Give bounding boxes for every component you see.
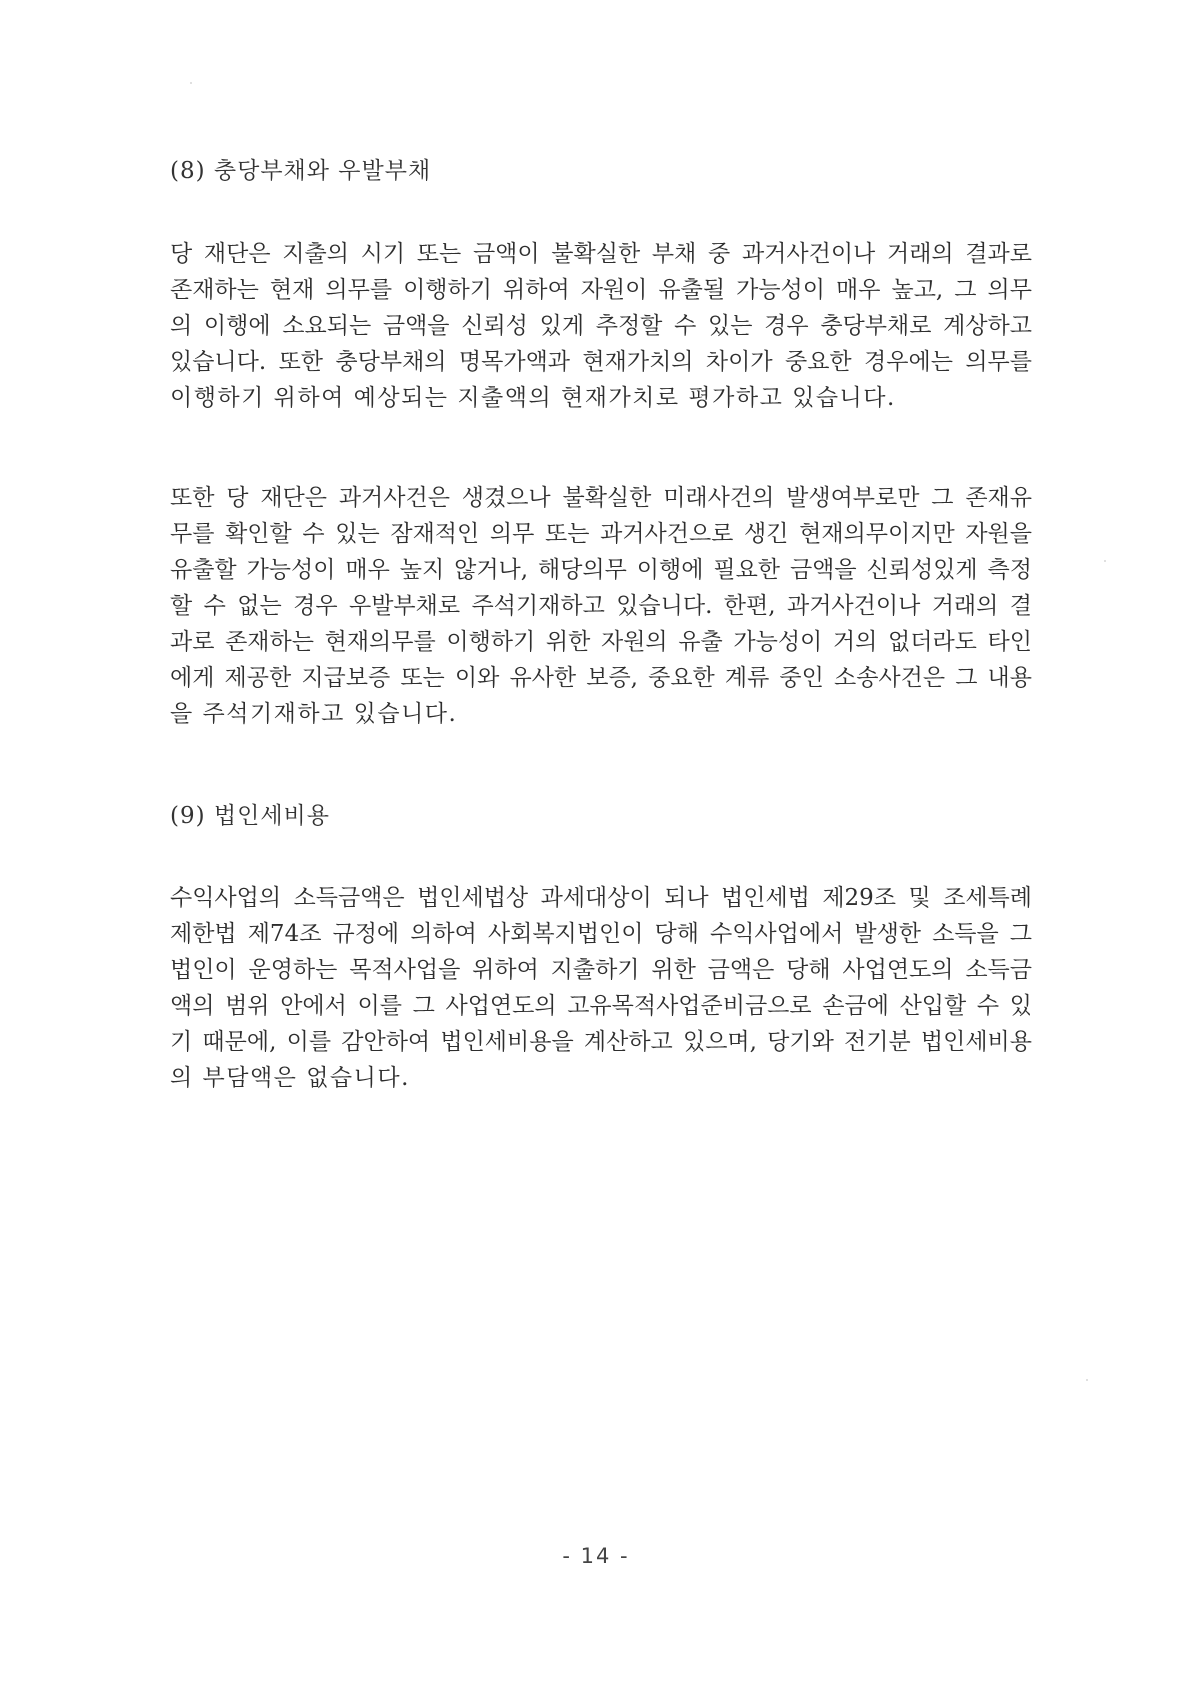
text-line: 기 때문에, 이를 감안하여 법인세비용을 계산하고 있으며, 당기와 전기분 법인세비용 <box>170 1029 1032 1055</box>
section-heading-8: (8) 충당부채와 우발부채 <box>170 158 432 184</box>
text-line: 할 수 없는 경우 우발부채로 주석기재하고 있습니다. 한편, 과거사건이나 거래의 결 <box>170 593 1032 619</box>
text-line: 에게 제공한 지급보증 또는 이와 유사한 보증, 중요한 계류 중인 소송사건은 그 내용 <box>170 665 1032 691</box>
text-line: 유출할 가능성이 매우 높지 않거나, 해당의무 이행에 필요한 금액을 신뢰성있게 측정 <box>170 557 1032 583</box>
text-line: 또한 당 재단은 과거사건은 생겼으나 불확실한 미래사건의 발생여부로만 그 존재유 <box>170 485 1032 511</box>
scan-speck <box>1086 1379 1088 1381</box>
paragraph-contingent-liabilities <box>170 480 1032 732</box>
scan-speck <box>1104 560 1106 562</box>
text-line: 과로 존재하는 현재의무를 이행하기 위한 자원의 유출 가능성이 거의 없더라도 타인 <box>170 629 1032 655</box>
text-line: 의 부담액은 없습니다. <box>170 1065 410 1091</box>
text-line: 수익사업의 소득금액은 법인세법상 과세대상이 되나 법인세법 제29조 및 조세특례 <box>170 885 1032 911</box>
text-line: 을 주석기재하고 있습니다. <box>170 701 458 727</box>
text-line: 제한법 제74조 규정에 의하여 사회복지법인이 당해 수익사업에서 발생한 소득을 그 <box>170 921 1032 947</box>
scan-speck <box>190 82 192 84</box>
text-line: 존재하는 현재 의무를 이행하기 위하여 자원이 유출될 가능성이 매우 높고, 그 의무 <box>170 277 1032 303</box>
text-line: 의 이행에 소요되는 금액을 신뢰성 있게 추정할 수 있는 경우 충당부채로 계상하고 <box>170 313 1032 339</box>
text-line: 무를 확인할 수 있는 잠재적인 의무 또는 과거사건으로 생긴 현재의무이지만 자원을 <box>170 521 1032 547</box>
text-line: 법인이 운영하는 목적사업을 위하여 지출하기 위한 금액은 당해 사업연도의 소득금 <box>170 957 1032 983</box>
paragraph-provisions <box>170 236 1032 416</box>
text-line: 액의 범위 안에서 이를 그 사업연도의 고유목적사업준비금으로 손금에 산입할 수 있 <box>170 993 1032 1019</box>
text-line: 이행하기 위하여 예상되는 지출액의 현재가치로 평가하고 있습니다. <box>170 385 896 411</box>
text-line: 당 재단은 지출의 시기 또는 금액이 불확실한 부채 중 과거사건이나 거래의 결과로 <box>170 241 1032 267</box>
page-number: - 14 - <box>562 1544 630 1568</box>
text-line: 있습니다. 또한 충당부채의 명목가액과 현재가치의 차이가 중요한 경우에는 의무를 <box>170 349 1032 375</box>
section-heading-9: (9) 법인세비용 <box>170 803 330 829</box>
paragraph-income-tax <box>170 880 1032 1096</box>
